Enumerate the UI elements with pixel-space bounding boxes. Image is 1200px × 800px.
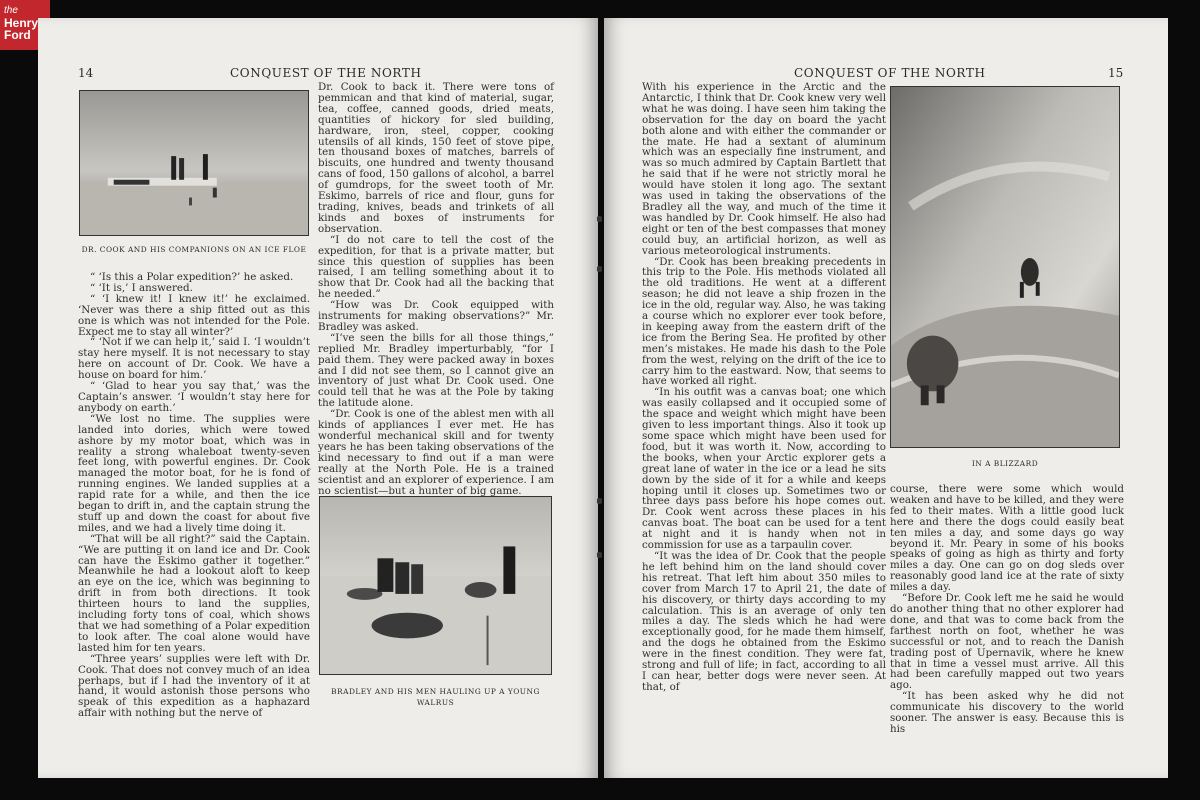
- right-page-number: 15: [1108, 66, 1124, 80]
- paragraph: “In his outfit was a canvas boat; one which was easily collapsed and it occupied some of the space and weight which might have been given to less important things. Also it took up some space which might have been used for food, but it was worth it. Now, according to the books, when your Arctic explorer gets a great lane of water in the ice or a lead he sits down by the side of it for a while and keeps hoping until it closes up. Sometimes two or three days pass before his hope comes out. Dr. Cook went across these places in his canvas boat. The boat can be used for a tent at night and it is handy when not in commission for use as a tarpaulin cover.: [642, 386, 886, 552]
- paragraph: “ ‘I knew it! I knew it!’ he exclaimed. ‘Never was there a ship fitted out as this one is which was not intended for the Pole. Expect me to stay all winter?’: [78, 292, 310, 338]
- logo-line-1: the: [4, 5, 18, 16]
- left-page: [38, 18, 598, 778]
- right-column-1: [642, 82, 886, 693]
- paragraph: “We lost no time. The supplies were landed into dories, which were towed ashore by my motor boat, which was in reality a strong whaleboat twenty-seven feet long, with powerful engines. Dr. Cook managed the motor boat, for he is fond of running engines. We landed supplies at a rapid rate for a while, and then the ice began to drift in, and the captain strung the stuff up and down the coast for about five miles, and we had a lively time doing it.: [78, 412, 310, 534]
- photo-ice-floe-caption: DR. COOK AND HIS COMPANIONS ON AN ICE FLOE: [81, 245, 307, 254]
- staple-hole: [597, 266, 602, 272]
- right-page: [604, 18, 1168, 778]
- photo-blizzard: [890, 86, 1120, 448]
- paragraph: “Three years’ supplies were left with Dr. Cook. That does not convey much of an idea perhaps, but if I had the inventory of it at hand, it would astonish those persons who speak of this expedition as a haphazard affair with nothing but the nerve of: [78, 652, 310, 720]
- staple-hole: [597, 216, 602, 222]
- paragraph: course, there were some which would weaken and have to be killed, and they were fed to their mates. With a little good luck here and there the dogs could easily beat ten miles a day, and some days go way beyond it. Mr. Peary in some of his books speaks of going as high as thirty and forty miles a day. One can go on dog sleds over reasonably good land ice at the rate of sixty miles a day.: [890, 483, 1124, 594]
- photo-blizzard-caption: IN A BLIZZARD: [971, 459, 1039, 468]
- photo-walrus-caption: BRADLEY AND HIS MEN HAULING UP A YOUNG WALRUS: [331, 687, 540, 707]
- paragraph: “ ‘Is this a Polar expedition?’ he asked.: [90, 271, 294, 283]
- right-column-2: [890, 484, 1124, 735]
- paragraph: Dr. Cook to back it. There were tons of pemmican and that kind of material, sugar, tea, coffee, canned goods, dried meats, quantities of hickory for sled building, hardware, iron, steel, copper, cooking utensils of all kinds, 150 feet of stove pipe, ten thousand boxes of matches, barrels of biscuits, one hundred and twenty thousand cans of food, 150 gallons of alcohol, a barrel of gumdrops, for the sweet tooth of Mr. Eskimo, barrels of rice and flour, guns for trading, knives, beads and trinkets of all kinds and boxes of instruments for observation.: [318, 81, 554, 235]
- paragraph: “I’ve seen the bills for all those things,” replied Mr. Bradley imperturbably, “for I paid them. They were packed away in boxes and I did not see them, so I cannot give an inventory of just what Dr. Cook used. One could tell that he was at the Pole by taking the latitude alone.: [318, 331, 554, 410]
- paragraph: With his experience in the Arctic and the Antarctic, I think that Dr. Cook knew very well what he was doing. I have seen him taking the observation for the day on board the yacht both alone and with either the commander or the mate. He had a sextant of aluminum which was an especially fine instrument, and was so much admired by Captain Bartlett that he said that if he were not strictly moral he would have stolen it long ago. The sextant was used in taking the observations of the Bradley all the way, and much of the time it was handled by Dr. Cook himself. He also had eight or ten of the best compasses that money could buy, an artificial horizon, as well as various meteorological instruments.: [642, 81, 886, 257]
- left-running-head: CONQUEST OF THE NORTH: [230, 66, 422, 80]
- paragraph: “Before Dr. Cook left me he said he would do another thing that no other explorer had done, and that was to come back from the farthest north on foot, whether he was successful or not, and to reach the Danish trading post of Upernavik, where he knew that in time a vessel must arrive. All this had been carefully mapped out two years ago.: [890, 592, 1124, 692]
- staple-hole: [597, 552, 602, 558]
- paragraph: “How was Dr. Cook equipped with instruments for making observations?” Mr. Bradley was asked.: [318, 299, 554, 333]
- paragraph: “It has been asked why he did not communicate his discovery to the world sooner. The answer is easy. Because this is his: [890, 690, 1124, 735]
- right-running-head: CONQUEST OF THE NORTH: [794, 66, 986, 80]
- paragraph: “ ‘Not if we can help it,’ said I. ‘I wouldn’t stay here myself. It is not necessary to stay here on account of Dr. Cook. We have a house on board for him.’: [78, 336, 310, 382]
- paragraph: “It was the idea of Dr. Cook that the people he left behind him on the land should cover his retreat. That left him about 350 miles to cover from March 17 to April 21, the date of his discovery, or thirty days according to my calculation. This is an average of only ten miles a day. The sleds which he had were exceptionally good, for he made them himself, and the dogs he obtained from the Eskimo were in the finest condition. They were fat, strong and full of life; in fact, according to all I can hear, better dogs were never seen. At that, of: [642, 549, 886, 693]
- staple-hole: [597, 498, 602, 504]
- paragraph: “ ‘Glad to hear you say that,’ was the Captain’s answer. ‘I wouldn’t stay here for anybody on earth.’: [78, 380, 310, 414]
- photo-ice-floe: [79, 90, 309, 236]
- photo-walrus-hauling: [319, 496, 552, 675]
- paragraph: “ ‘It is,’ I answered.: [90, 281, 193, 294]
- left-column-1: [78, 272, 310, 719]
- paragraph: “I do not care to tell the cost of the expedition, for that is a private matter, but since this question of supplies has been raised, I am telling something about it to show that Dr. Cook had all the backing that he needed.”: [318, 233, 554, 301]
- logo-line-2: Henry: [4, 16, 39, 30]
- paragraph: “Dr. Cook is one of the ablest men with all kinds of appliances I ever met. He has wonderful mechanical skill and for twenty years he has been taking observations of the kind necessary to find out if a man were really at the North Pole. He is a trained scientist and an explorer of experience. I am no scientist—but a hunter of big game.: [318, 408, 554, 497]
- paragraph: “Dr. Cook has been breaking precedents in this trip to the Pole. His methods violated all the old traditions. He went at a different season; he did not leave a ship frozen in the ice in the old, regular way. Also, he was taking a course which no explorer ever took before, in keeping away from the eastern drift of the ice from the Bering Sea. He profited by other men’s mistakes. He made his dash to the Pole from the west, relying on the drift of the ice to carry him to the eastward. Now, that seems to have worked all right.: [642, 255, 886, 388]
- paragraph: “That will be all right?” said the Captain. “We are putting it on land ice and Dr. Cook can have the Eskimo gather it together.” Meanwhile he had a lookout aloft to keep an eye on the ice, which was beginning to drift in from both directions. It took thirteen hours to land the supplies, including forty tons of coal, which shows that we had something of a Polar expedition to look after. The coal alone would have lasted him for ten years.: [78, 532, 310, 654]
- left-column-2: [318, 82, 554, 496]
- logo-line-3: Ford: [4, 28, 31, 42]
- left-page-number: 14: [78, 66, 94, 80]
